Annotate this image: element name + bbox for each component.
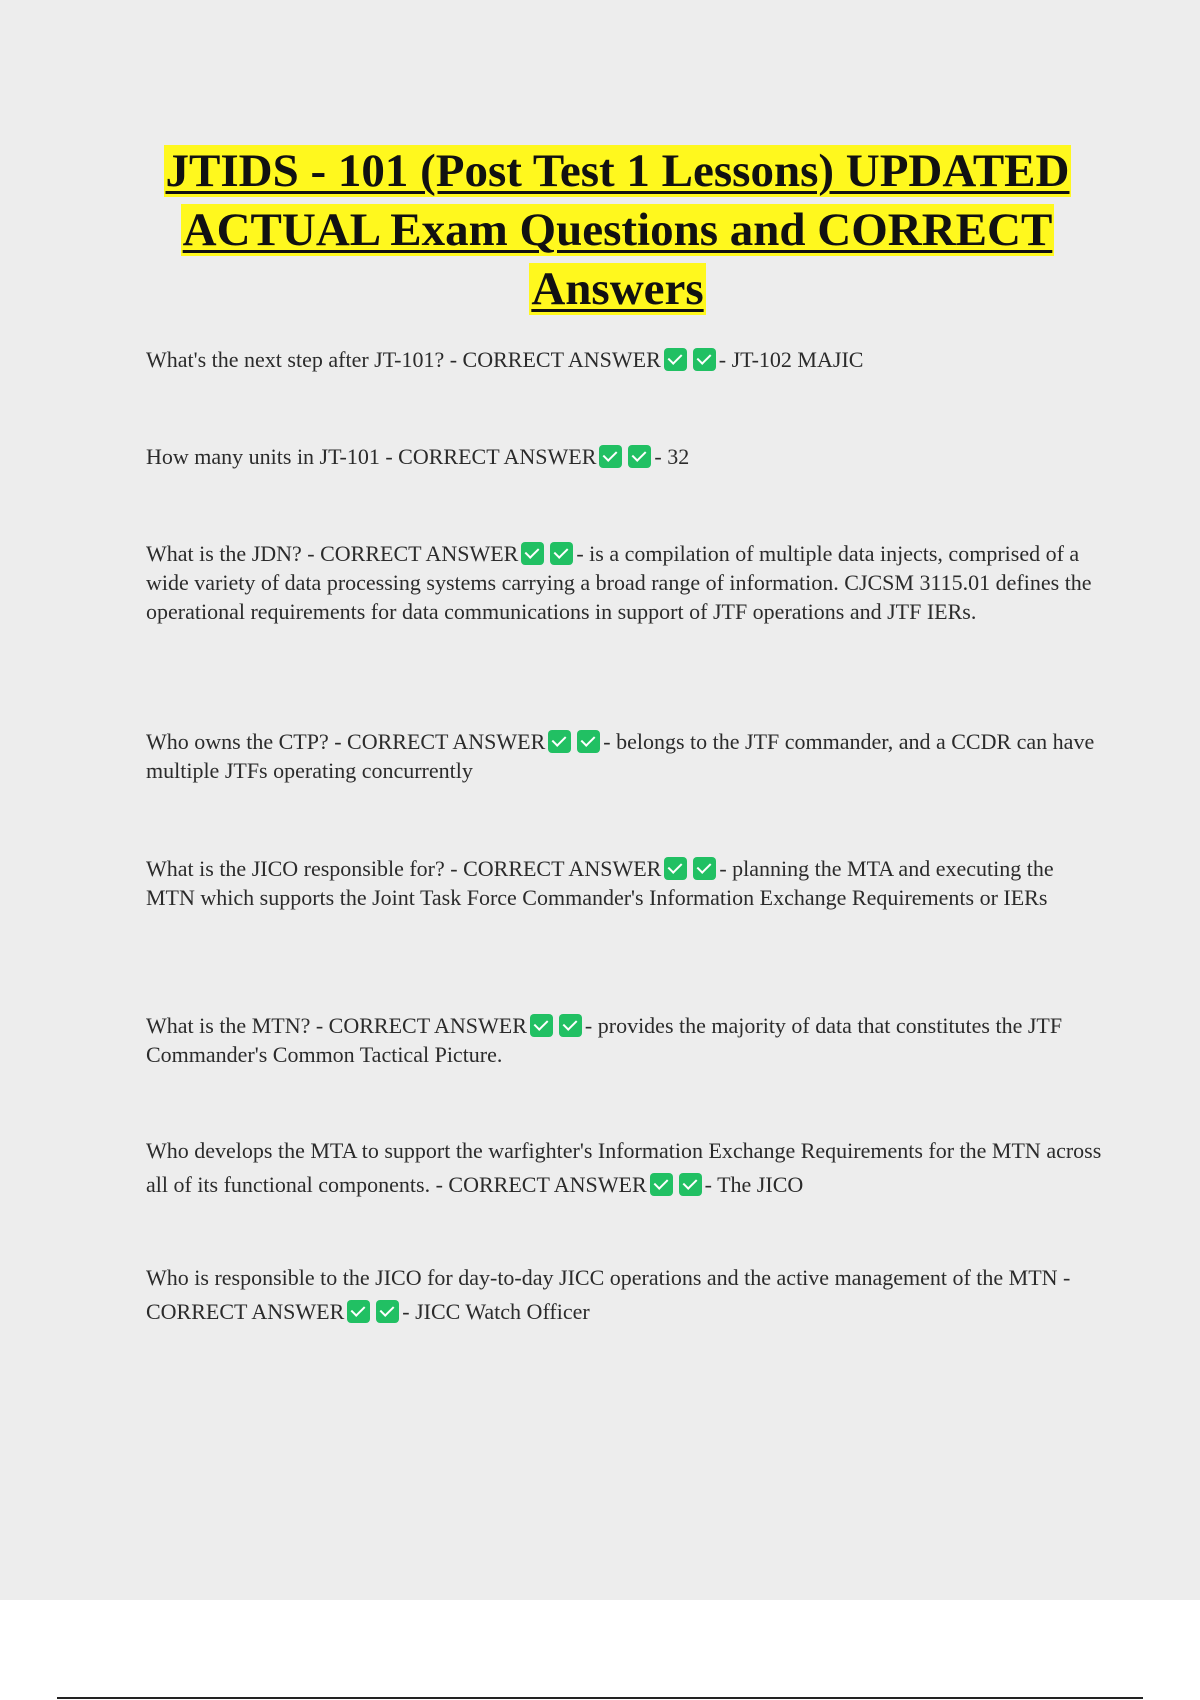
check-mark-icon — [577, 730, 600, 753]
check-mark-icon — [664, 857, 687, 880]
check-mark-icon — [693, 857, 716, 880]
question-text: Who owns the CTP? - CORRECT ANSWER — [146, 729, 546, 754]
check-mark-icon — [599, 445, 622, 468]
check-mark-icon — [693, 348, 716, 371]
answer-text: - 32 — [654, 444, 690, 469]
qa-item — [146, 1134, 1106, 1202]
qa-item — [146, 442, 1106, 471]
qa-item — [146, 1011, 1106, 1069]
question-text: Who is responsible to the JICO for day-to-day JICC operations and the active management of the MTN - CORRECT ANSWER — [146, 1265, 1071, 1324]
qa-item — [146, 539, 1106, 626]
qa-item — [146, 345, 1106, 374]
check-mark-icon — [376, 1300, 399, 1323]
document-title-text: JTIDS - 101 (Post Test 1 Lessons) UPDATED ACTUAL Exam Questions and CORRECT Answers — [165, 145, 1070, 315]
answer-text: - planning the MTA and executing the MTN which supports the Joint Task Force Commander's Information Exchange Requirements or IERs — [146, 856, 1054, 910]
check-mark-icon — [530, 1014, 553, 1037]
qa-item — [146, 854, 1106, 912]
check-mark-icon — [559, 1014, 582, 1037]
answer-text: - JICC Watch Officer — [402, 1299, 590, 1324]
qa-item — [146, 727, 1106, 785]
check-mark-icon — [650, 1173, 673, 1196]
check-mark-icon — [628, 445, 651, 468]
check-mark-icon — [521, 542, 544, 565]
check-mark-icon — [664, 348, 687, 371]
qa-item — [146, 1261, 1106, 1329]
question-text: What is the JICO responsible for? - CORRECT ANSWER — [146, 856, 662, 881]
question-text: What's the next step after JT-101? - CORRECT ANSWER — [146, 347, 661, 372]
answer-text: - The JICO — [704, 1172, 804, 1197]
check-mark-icon — [679, 1173, 702, 1196]
footer-divider — [57, 1697, 1143, 1699]
answer-text: - belongs to the JTF commander, and a CCDR can have multiple JTFs operating concurrently — [146, 729, 1095, 783]
check-mark-icon — [550, 542, 573, 565]
answer-text: - is a compilation of multiple data injects, comprised of a wide variety of data processing systems carrying a broad range of information. CJCSM 3115.01 defines the operational requirements for data communications in support of JTF operations and JTF IERs. — [146, 541, 1092, 624]
answer-text: - JT-102 MAJIC — [718, 347, 864, 372]
check-mark-icon — [347, 1300, 370, 1323]
question-text: What is the JDN? - CORRECT ANSWER — [146, 541, 519, 566]
document-title — [130, 142, 1105, 319]
check-mark-icon — [548, 730, 571, 753]
answer-text: - provides the majority of data that constitutes the JTF Commander's Common Tactical Picture. — [146, 1013, 1063, 1067]
question-text: Who develops the MTA to support the warfighter's Information Exchange Requirements for the MTN across all of its functional components. - CORRECT ANSWER — [146, 1138, 1102, 1197]
question-text: What is the MTN? - CORRECT ANSWER — [146, 1013, 527, 1038]
question-text: How many units in JT-101 - CORRECT ANSWER — [146, 444, 597, 469]
